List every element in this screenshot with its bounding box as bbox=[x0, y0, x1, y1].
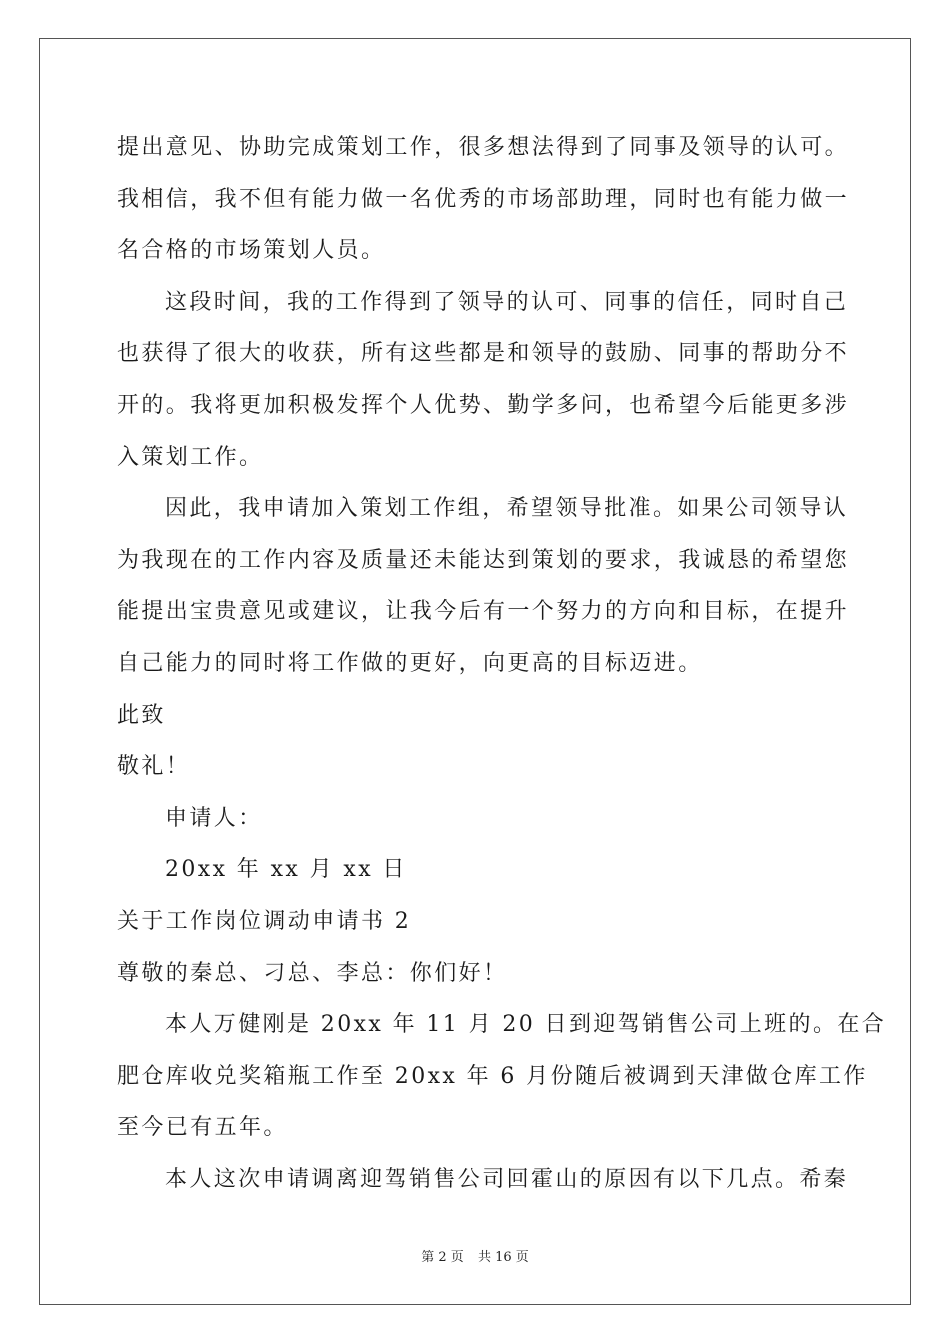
page-footer bbox=[0, 1246, 950, 1265]
text-line: 入策划工作。 bbox=[117, 444, 264, 470]
paragraph-start-line: 本人这次申请调离迎驾销售公司回霍山的原因有以下几点。希秦 bbox=[165, 1166, 849, 1192]
closing-salutation: 此致 bbox=[117, 702, 166, 728]
applicant-label: 申请人： bbox=[165, 805, 263, 831]
text-line: 至今已有五年。 bbox=[117, 1115, 288, 1141]
text-line: 名合格的市场策划人员。 bbox=[117, 238, 386, 264]
page-number-total: 共 16 页 bbox=[477, 1250, 529, 1265]
closing-regards: 敬礼！ bbox=[117, 754, 191, 780]
paragraph-start-line: 本人万健刚是 20xx 年 11 月 20 日到迎驾销售公司上班的。在合 bbox=[165, 1012, 887, 1038]
date-line: 20xx 年 xx 月 xx 日 bbox=[165, 857, 407, 883]
paragraph-start-line: 因此，我申请加入策划工作组，希望领导批准。如果公司领导认 bbox=[165, 496, 849, 522]
text-line: 我相信，我不但有能力做一名优秀的市场部助理，同时也有能力做一 bbox=[117, 186, 850, 212]
section-title: 关于工作岗位调动申请书 2 bbox=[117, 908, 412, 934]
greeting-line: 尊敬的秦总、刁总、李总：你们好！ bbox=[117, 960, 508, 986]
text-line: 也获得了很大的收获，所有这些都是和领导的鼓励、同事的帮助分不 bbox=[117, 341, 850, 367]
paragraph-start-line: 这段时间，我的工作得到了领导的认可、同事的信任，同时自己 bbox=[165, 289, 849, 315]
text-line: 为我现在的工作内容及质量还未能达到策划的要求，我诚恳的希望您 bbox=[117, 547, 850, 573]
text-line: 能提出宝贵意见或建议，让我今后有一个努力的方向和目标，在提升 bbox=[117, 599, 850, 625]
text-line: 开的。我将更加积极发挥个人优势、勤学多问，也希望今后能更多涉 bbox=[117, 392, 850, 418]
page-number-current: 第 2 页 bbox=[421, 1250, 464, 1265]
text-line: 提出意见、协助完成策划工作，很多想法得到了同事及领导的认可。 bbox=[117, 135, 850, 160]
text-line: 自己能力的同时将工作做的更好，向更高的目标迈进。 bbox=[117, 650, 703, 676]
document-body bbox=[117, 126, 887, 1209]
text-line: 肥仓库收兑奖箱瓶工作至 20xx 年 6 月份随后被调到天津做仓库工作 bbox=[117, 1063, 868, 1089]
